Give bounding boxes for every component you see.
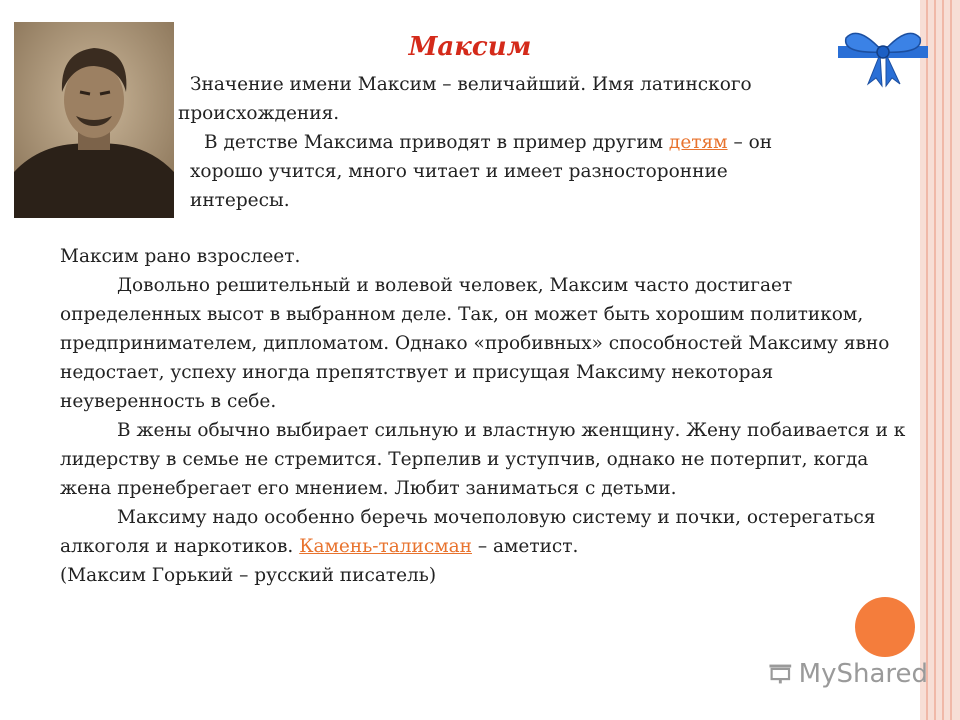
- intro-line: происхождения.: [178, 103, 340, 124]
- paragraph: Максиму надо особенно беречь мочеполовую систему и почки, остерегаться алкоголя и наркотиков. Камень-талисман – аметист.: [60, 507, 876, 557]
- intro-text: [178, 70, 858, 215]
- intro-line: хорошо учится, много читает и имеет разносторонние: [190, 161, 728, 182]
- watermark-text: MyShared: [798, 659, 928, 689]
- ribbon-bow-icon: [838, 20, 928, 88]
- children-link[interactable]: детям: [668, 132, 728, 153]
- main-text: [60, 242, 910, 590]
- intro-line: В детстве Максима приводят в пример другим детям – он: [204, 132, 773, 153]
- page-title: Максим: [408, 32, 532, 62]
- decorative-circle: [855, 597, 915, 657]
- paragraph: Максим рано взрослеет.: [60, 246, 301, 267]
- portrait-photo: [14, 22, 174, 218]
- presentation-icon: [768, 659, 793, 689]
- intro-line: Значение имени Максим – величайший. Имя латинского: [190, 74, 752, 95]
- decorative-stripes: [920, 0, 960, 720]
- talisman-stone-link[interactable]: Камень-талисман: [299, 536, 472, 557]
- paragraph: В жены обычно выбирает сильную и властную женщину. Жену побаивается и к лидерству в семье не стремится. Терпелив и уступчив, однако не потерпит, когда жена пренебрегает его мнением. Любит заниматься с детьми.: [60, 420, 906, 499]
- intro-line: интересы.: [190, 190, 290, 211]
- paragraph: (Максим Горький – русский писатель): [60, 565, 437, 586]
- watermark-logo: [768, 656, 928, 692]
- paragraph: Довольно решительный и волевой человек, Максим часто достигает определенных высот в выбранном деле. Так, он может быть хорошим политиком, предпринимателем, дипломатом. Однако «пробивных» способностей Максиму явно недостает, успеху иногда препятствует и присущая Максиму некоторая неуверенность в себе.: [60, 275, 890, 412]
